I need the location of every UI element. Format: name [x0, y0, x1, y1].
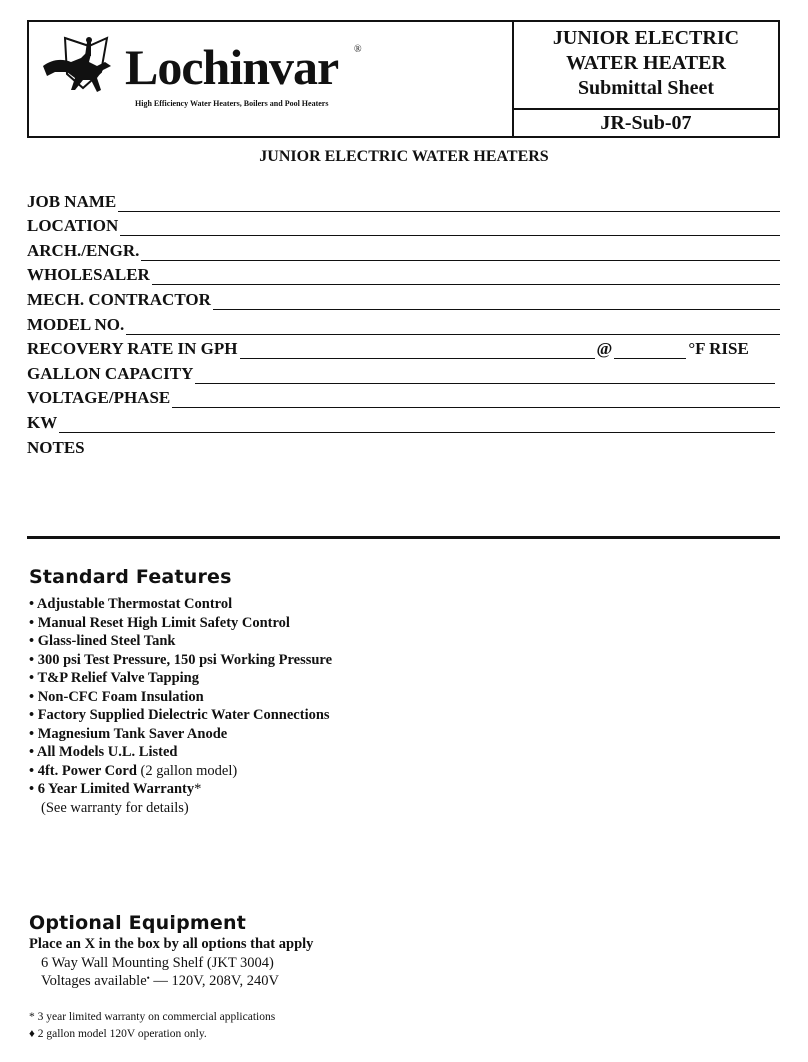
header-box [27, 20, 780, 138]
field-label: MECH. CONTRACTOR [27, 289, 211, 309]
knight-horse-icon [41, 32, 125, 100]
title-line-1: JUNIOR ELECTRIC [552, 27, 740, 49]
power-cord-label: • 4ft. Power Cord [29, 762, 137, 779]
footnote-warranty: * 3 year limited warranty on commercial applications [29, 1011, 276, 1023]
field-label: JOB NAME [27, 191, 117, 211]
field-gallon-capacity [27, 359, 780, 384]
field-label: KW [27, 412, 58, 432]
feature-item: • Manual Reset High Limit Safety Control [29, 614, 290, 631]
rise-label: °F RISE [688, 339, 749, 359]
notes-label[interactable]: NOTES [27, 437, 85, 457]
title-line-2: WATER HEATER [566, 52, 726, 74]
model-no-input-line[interactable] [126, 318, 780, 335]
standard-features-title: Standard Features [29, 566, 232, 588]
arch-engr-input-line[interactable] [141, 244, 780, 261]
warranty-mark: * [194, 781, 202, 797]
standard-features-list [29, 595, 332, 817]
feature-item: • Magnesium Tank Saver Anode [29, 725, 228, 742]
sheet-code: JR-Sub-07 [600, 112, 692, 134]
notes-rule [27, 536, 780, 539]
voltages-mark: • [146, 973, 150, 983]
field-label: ARCH./ENGR. [27, 240, 140, 260]
option-wall-shelf[interactable] [41, 955, 274, 972]
power-cord-note: (2 gallon model) [136, 762, 238, 779]
field-job-name [27, 187, 780, 212]
field-model-no [27, 310, 780, 335]
field-mech-contractor [27, 285, 780, 310]
recovery-rate-input-line[interactable] [240, 342, 595, 359]
field-voltage-phase [27, 384, 780, 409]
gallon-capacity-input-line[interactable] [195, 367, 775, 384]
footnote-model: ♦ 2 gallon model 120V operation only. [29, 1028, 207, 1040]
mech-contractor-input-line[interactable] [213, 293, 780, 310]
title-line-3: Submittal Sheet [577, 77, 715, 99]
option-voltages[interactable] [41, 973, 279, 990]
voltages-values: — 120V, 208V, 240V [149, 973, 279, 989]
field-label: MODEL NO. [27, 314, 125, 334]
form-fields [27, 187, 780, 458]
brand-wordmark: Lochinvar [125, 39, 339, 95]
field-recovery-rate [27, 335, 780, 360]
feature-item: • Factory Supplied Dielectric Water Connections [29, 707, 330, 723]
field-label: RECOVERY RATE IN GPH [27, 339, 238, 359]
feature-item: • 300 psi Test Pressure, 150 psi Working Pressure [29, 651, 333, 668]
warranty-label: • 6 Year Limited Warranty [29, 781, 195, 797]
feature-item: • Glass-lined Steel Tank [29, 633, 176, 649]
field-label: GALLON CAPACITY [27, 363, 194, 383]
optional-equipment-title: Optional Equipment [29, 912, 246, 934]
voltage-phase-input-line[interactable] [172, 391, 780, 408]
brand-tagline: High Efficiency Water Heaters, Boilers and Pool Heaters [135, 99, 329, 108]
field-location [27, 212, 780, 237]
feature-item: • T&P Relief Valve Tapping [29, 670, 199, 686]
field-notes [27, 433, 780, 458]
field-label: LOCATION [27, 216, 119, 236]
registered-mark: ® [354, 44, 362, 55]
temperature-rise-input-line[interactable] [614, 342, 686, 359]
job-name-input-line[interactable] [118, 195, 780, 212]
optional-equipment-instruction: Place an X in the box by all options that apply [29, 936, 314, 952]
feature-item: • Adjustable Thermostat Control [29, 596, 233, 612]
feature-item-power-cord [29, 762, 332, 781]
location-input-line[interactable] [120, 219, 780, 236]
lochinvar-logo [41, 32, 362, 108]
feature-item-warranty [29, 780, 332, 799]
at-sign: @ [596, 339, 613, 359]
voltages-label: Voltages available [41, 973, 147, 989]
field-kw [27, 408, 780, 433]
warranty-note: (See warranty for details) [41, 799, 189, 816]
field-wholesaler [27, 261, 780, 286]
kw-input-line[interactable] [59, 416, 775, 433]
field-label: VOLTAGE/PHASE [27, 388, 171, 408]
wholesaler-input-line[interactable] [152, 268, 780, 285]
sheet-title [514, 26, 778, 101]
option-label: 6 Way Wall Mounting Shelf (JKT 3004) [41, 955, 274, 971]
field-label: WHOLESALER [27, 265, 150, 285]
feature-item: • Non-CFC Foam Insulation [29, 688, 204, 705]
field-arch-engr [27, 236, 780, 261]
feature-item: • All Models U.L. Listed [29, 744, 178, 760]
header-hline [512, 108, 778, 110]
document-heading: JUNIOR ELECTRIC WATER HEATERS [259, 148, 549, 165]
